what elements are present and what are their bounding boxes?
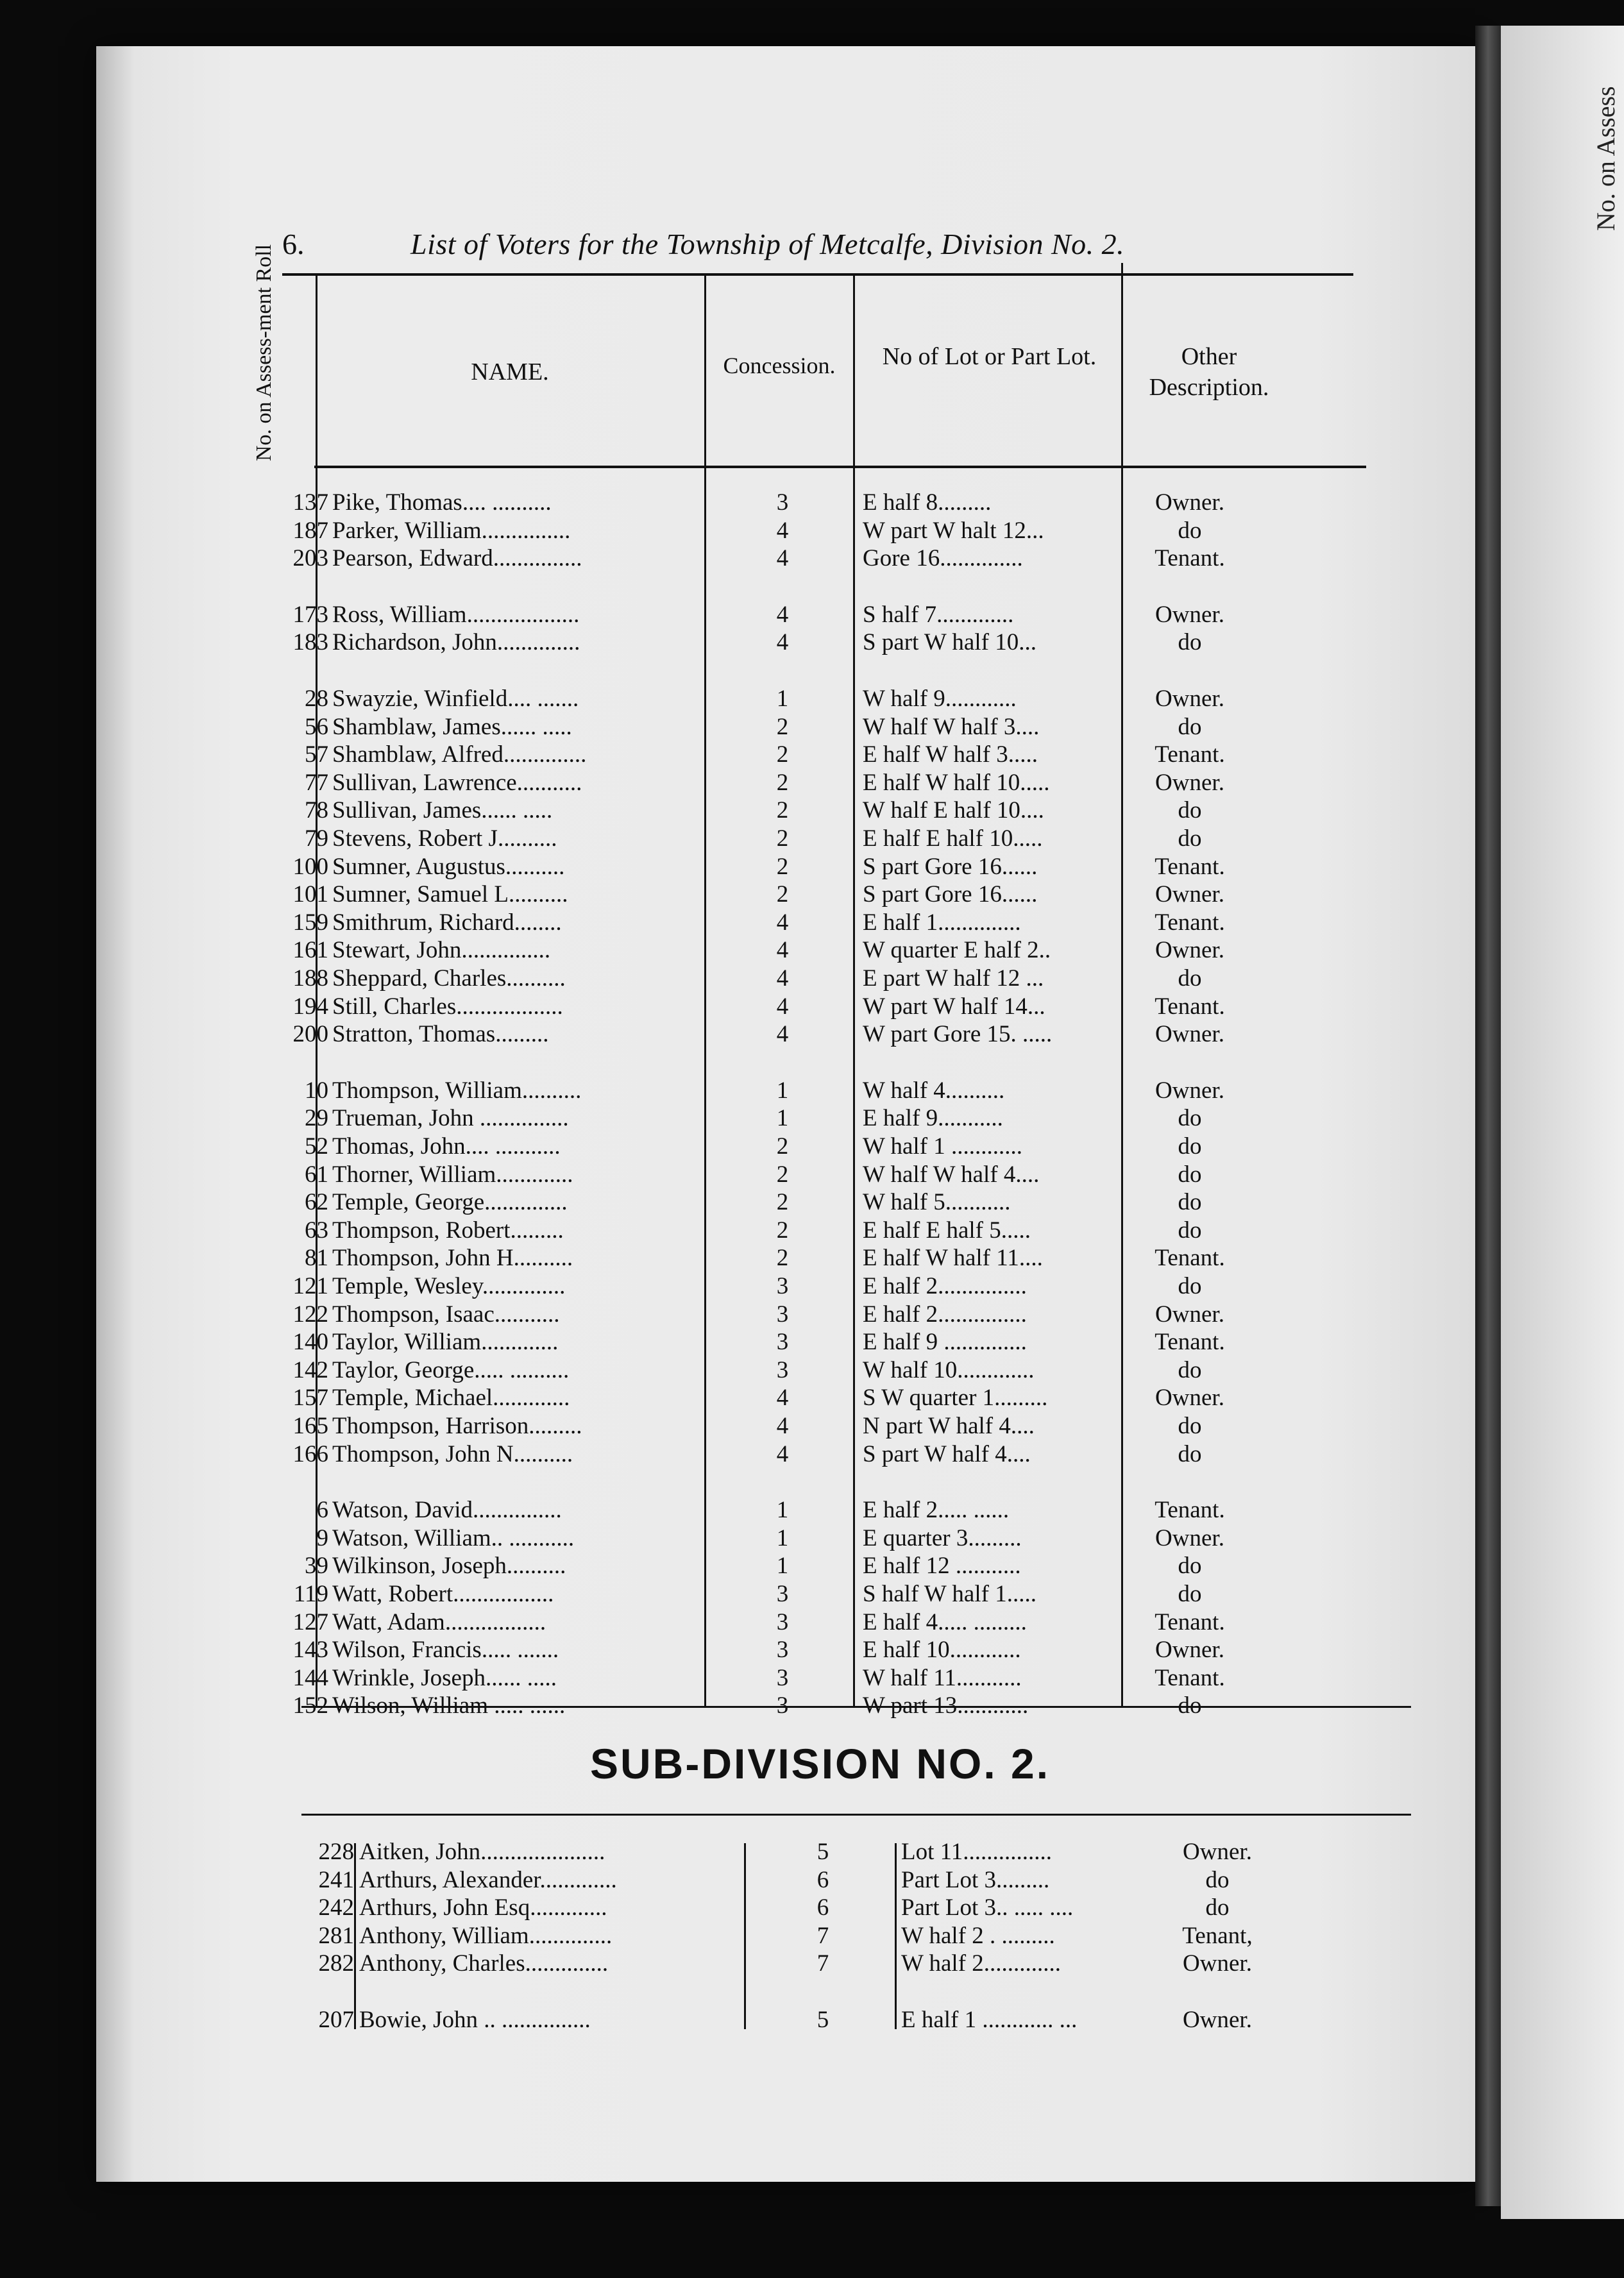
voter-row [0, 1838, 1624, 1866]
other-description: Tenant. [1155, 993, 1225, 1020]
concession-value: 3 [776, 1301, 789, 1328]
concession-value: 4 [776, 937, 789, 964]
lot-description: Gore 16.............. [863, 545, 1023, 572]
assessment-number: 242 [318, 1894, 354, 1921]
voter-name: Thompson, Harrison......... [332, 1413, 582, 1439]
other-description: do [1178, 629, 1202, 656]
voter-name: Still, Charles.................. [332, 993, 563, 1020]
concession-value: 1 [776, 686, 789, 712]
assessment-number: 63 [305, 1217, 328, 1244]
voter-row [0, 629, 1624, 657]
concession-value: 2 [776, 1161, 789, 1188]
lot-description: W half 10............. [863, 1356, 1035, 1383]
voter-row [0, 1950, 1624, 1978]
voter-row [0, 1692, 1624, 1720]
voter-name: Thompson, William.......... [332, 1077, 582, 1104]
other-description: Tenant. [1155, 1608, 1225, 1635]
concession-value: 2 [776, 797, 789, 824]
lot-description: W part W half 14... [863, 993, 1045, 1020]
assessment-number: 29 [305, 1105, 328, 1132]
assessment-number: 241 [318, 1866, 354, 1893]
other-description: do [1178, 517, 1202, 544]
voter-row [0, 1133, 1624, 1161]
assessment-number: 137 [292, 489, 328, 516]
voter-row [0, 1188, 1624, 1217]
assessment-number: 203 [292, 545, 328, 572]
voter-row [0, 1272, 1624, 1301]
lot-description: N part W half 4.... [863, 1413, 1035, 1439]
voter-row [0, 1244, 1624, 1272]
concession-value: 2 [776, 1189, 789, 1216]
other-description: do [1205, 1894, 1230, 1921]
voter-name: Sheppard, Charles.......... [332, 965, 566, 991]
lot-description: E half 9 .............. [863, 1329, 1027, 1356]
voter-row [0, 1412, 1624, 1440]
assessment-number: 78 [305, 797, 328, 824]
assessment-number: 62 [305, 1189, 328, 1216]
voter-row [0, 601, 1624, 629]
voter-row [0, 1020, 1624, 1049]
voter-row [0, 1161, 1624, 1189]
concession-value: 1 [776, 1553, 789, 1580]
other-description: Tenant. [1155, 741, 1225, 768]
assessment-number: 52 [305, 1133, 328, 1160]
voter-name: Bowie, John .. ............... [359, 2007, 591, 2033]
voter-row [0, 713, 1624, 741]
assessment-number: 61 [305, 1161, 328, 1188]
lot-description: S half W half 1..... [863, 1581, 1036, 1607]
assessment-number: 159 [292, 909, 328, 936]
other-description: do [1178, 1189, 1202, 1216]
concession-value: 3 [776, 1329, 789, 1356]
lot-description: S half 7............. [863, 601, 1014, 628]
other-description: do [1178, 1440, 1202, 1467]
other-description: do [1178, 1581, 1202, 1607]
lot-description: E half 4..... ......... [863, 1608, 1027, 1635]
assessment-number: 157 [292, 1385, 328, 1412]
other-description: do [1205, 1866, 1230, 1893]
lot-description: S part W half 4.... [863, 1440, 1031, 1467]
voter-row [0, 1636, 1624, 1664]
assessment-number: 282 [318, 1950, 354, 1977]
concession-value: 3 [776, 489, 789, 516]
voter-row [0, 1524, 1624, 1553]
lot-description: E half 12 ........... [863, 1553, 1021, 1580]
other-description: Owner. [1155, 601, 1224, 628]
facing-page-text-fragment: No. on Assess [1591, 86, 1620, 231]
lot-description: S part Gore 16...... [863, 853, 1038, 880]
other-description: Tenant. [1155, 545, 1225, 572]
concession-value: 4 [776, 629, 789, 656]
concession-value: 4 [776, 1440, 789, 1467]
voter-row [0, 517, 1624, 545]
voter-name: Thompson, Isaac........... [332, 1301, 560, 1328]
assessment-number: 143 [292, 1637, 328, 1664]
other-description: Owner. [1155, 1524, 1224, 1551]
concession-value: 2 [776, 1133, 789, 1160]
other-description: Owner. [1155, 1385, 1224, 1412]
voter-name: Swayzie, Winfield.... ....... [332, 686, 579, 712]
column-header-lot: No of Lot or Part Lot. [882, 343, 1097, 370]
concession-value: 1 [776, 1077, 789, 1104]
other-description: Tenant. [1155, 1664, 1225, 1691]
other-description: Owner. [1155, 686, 1224, 712]
voter-row [0, 965, 1624, 993]
concession-value: 5 [816, 1839, 829, 1865]
voter-name: Shamblaw, Alfred.............. [332, 741, 587, 768]
lot-description: W quarter E half 2.. [863, 937, 1051, 964]
assessment-number: 173 [292, 601, 328, 628]
other-description: Owner. [1183, 1950, 1252, 1977]
assessment-number: 166 [292, 1440, 328, 1467]
voter-row [0, 685, 1624, 713]
concession-value: 4 [776, 909, 789, 936]
assessment-number: 183 [292, 629, 328, 656]
other-description: Tenant. [1155, 909, 1225, 936]
concession-value: 6 [816, 1894, 829, 1921]
assessment-number: 200 [292, 1021, 328, 1048]
assessment-number: 10 [305, 1077, 328, 1104]
voter-name: Aitken, John..................... [359, 1839, 605, 1865]
voter-row [0, 1440, 1624, 1469]
assessment-number: 77 [305, 769, 328, 796]
voter-name: Stewart, John............... [332, 937, 551, 964]
concession-value: 4 [776, 1021, 789, 1048]
voter-name: Sullivan, James...... ..... [332, 797, 553, 824]
voter-row [0, 1356, 1624, 1385]
lot-description: W part 13............ [863, 1692, 1029, 1719]
voter-name: Arthurs, John Esq............. [359, 1894, 607, 1921]
voter-name: Anthony, William.............. [359, 1922, 613, 1949]
other-description: Owner. [1155, 769, 1224, 796]
voter-name: Watson, William.. ........... [332, 1524, 575, 1551]
lot-description: E half W half 3..... [863, 741, 1038, 768]
lot-description: W half 9............ [863, 686, 1017, 712]
voter-row [0, 825, 1624, 853]
concession-value: 4 [776, 517, 789, 544]
lot-description: E half 2............... [863, 1301, 1027, 1328]
voter-name: Parker, William............... [332, 517, 571, 544]
voter-name: Trueman, John ............... [332, 1105, 569, 1132]
lot-description: Part Lot 3......... [901, 1866, 1050, 1893]
lot-description: W half E half 10.... [863, 797, 1044, 824]
lot-description: W half 2 . ......... [901, 1922, 1055, 1949]
concession-value: 1 [776, 1105, 789, 1132]
concession-value: 3 [776, 1273, 789, 1299]
concession-value: 3 [776, 1692, 789, 1719]
column-header-rule [314, 466, 1366, 468]
voter-name: Wilson, William ..... ...... [332, 1692, 566, 1719]
voter-name: Richardson, John.............. [332, 629, 580, 656]
other-description: do [1178, 1692, 1202, 1719]
voter-row [0, 936, 1624, 965]
concession-value: 2 [776, 853, 789, 880]
concession-value: 2 [776, 1245, 789, 1272]
voter-row [0, 1496, 1624, 1524]
lot-description: S W quarter 1......... [863, 1385, 1048, 1412]
lot-description: W part W halt 12... [863, 517, 1044, 544]
assessment-number: 101 [292, 881, 328, 908]
other-description: do [1178, 825, 1202, 852]
subdivision-top-rule [301, 1814, 1411, 1816]
assessment-number: 228 [318, 1839, 354, 1865]
lot-description: W half W half 3.... [863, 713, 1040, 740]
voter-name: Thompson, John N.......... [332, 1440, 573, 1467]
assessment-number: 207 [318, 2007, 354, 2033]
lot-description: Part Lot 3.. ..... .... [901, 1894, 1074, 1921]
other-description: do [1178, 1133, 1202, 1160]
voter-name: Ross, William................... [332, 601, 580, 628]
assessment-number: 28 [305, 686, 328, 712]
other-description: Owner. [1155, 1021, 1224, 1048]
lot-description: Lot 11............... [901, 1839, 1053, 1865]
column-header-assessment-roll: No. on Assess-ment Roll [252, 244, 276, 462]
voter-name: Thomas, John.... ........... [332, 1133, 561, 1160]
assessment-number: 121 [292, 1273, 328, 1299]
other-description: do [1178, 1161, 1202, 1188]
concession-value: 4 [776, 993, 789, 1020]
voter-row [0, 1104, 1624, 1133]
concession-value: 4 [776, 601, 789, 628]
voter-name: Watt, Adam................. [332, 1608, 546, 1635]
voter-name: Thompson, Robert......... [332, 1217, 564, 1244]
other-description: Owner. [1183, 1839, 1252, 1865]
other-description: Owner. [1155, 1077, 1224, 1104]
lot-description: W half 1 ............ [863, 1133, 1023, 1160]
lot-description: E half 1.............. [863, 909, 1021, 936]
voter-row [0, 1608, 1624, 1637]
concession-value: 3 [776, 1637, 789, 1664]
lot-description: E quarter 3......... [863, 1524, 1022, 1551]
other-description: Owner. [1155, 1637, 1224, 1664]
voter-name: Temple, George.............. [332, 1189, 568, 1216]
other-description: do [1178, 965, 1202, 991]
concession-value: 7 [816, 1950, 829, 1977]
concession-value: 3 [776, 1356, 789, 1383]
voter-name: Pearson, Edward............... [332, 545, 582, 572]
lot-description: E half 8......... [863, 489, 992, 516]
lot-description: W half 11........... [863, 1664, 1022, 1691]
other-description: do [1178, 797, 1202, 824]
lot-description: E half E half 5..... [863, 1217, 1031, 1244]
voter-name: Shamblaw, James...... ..... [332, 713, 572, 740]
other-description: Owner. [1155, 1301, 1224, 1328]
voter-name: Anthony, Charles.............. [359, 1950, 609, 1977]
assessment-number: 57 [305, 741, 328, 768]
assessment-number: 140 [292, 1329, 328, 1356]
lot-description: S part W half 10... [863, 629, 1036, 656]
lot-description: S part Gore 16...... [863, 881, 1038, 908]
concession-value: 1 [776, 1524, 789, 1551]
voter-row [0, 1580, 1624, 1608]
assessment-number: 152 [292, 1692, 328, 1719]
lot-description: W part Gore 15. ..... [863, 1021, 1053, 1048]
assessment-number: 6 [316, 1497, 328, 1524]
voter-row [0, 489, 1624, 517]
assessment-number: 79 [305, 825, 328, 852]
voter-name: Wrinkle, Joseph...... ..... [332, 1664, 557, 1691]
column-header-other: Other Description. [1149, 343, 1269, 401]
voter-row [0, 853, 1624, 881]
voter-row [0, 1552, 1624, 1580]
voter-row [0, 1384, 1624, 1412]
voter-row [0, 769, 1624, 797]
assessment-number: 119 [293, 1581, 328, 1607]
lot-description: W half W half 4.... [863, 1161, 1040, 1188]
concession-value: 5 [816, 2007, 829, 2033]
voter-row [0, 909, 1624, 937]
voter-name: Stevens, Robert J.......... [332, 825, 557, 852]
column-header-name: NAME. [471, 359, 549, 385]
other-description: do [1178, 1105, 1202, 1132]
concession-value: 4 [776, 965, 789, 991]
voter-row [0, 797, 1624, 825]
assessment-number: 127 [292, 1608, 328, 1635]
voter-name: Stratton, Thomas......... [332, 1021, 549, 1048]
assessment-number: 142 [292, 1356, 328, 1383]
lot-description: E half 10............ [863, 1637, 1021, 1664]
voter-row [0, 1077, 1624, 1105]
other-description: Owner. [1183, 2007, 1252, 2033]
assessment-number: 188 [292, 965, 328, 991]
voter-row [0, 993, 1624, 1021]
voter-name: Taylor, William............. [332, 1329, 559, 1356]
assessment-number: 165 [292, 1413, 328, 1439]
assessment-number: 161 [292, 937, 328, 964]
concession-value: 4 [776, 1413, 789, 1439]
voter-row [0, 1301, 1624, 1329]
voter-row [0, 1328, 1624, 1356]
concession-value: 1 [776, 1497, 789, 1524]
concession-value: 2 [776, 713, 789, 740]
concession-value: 2 [776, 1217, 789, 1244]
voter-row [0, 544, 1624, 573]
other-description: do [1178, 713, 1202, 740]
other-description: do [1178, 1217, 1202, 1244]
concession-value: 3 [776, 1664, 789, 1691]
concession-value: 4 [776, 545, 789, 572]
other-description: do [1178, 1273, 1202, 1299]
voter-row [0, 1217, 1624, 1245]
header-rule [282, 273, 1353, 276]
concession-value: 2 [776, 881, 789, 908]
concession-value: 6 [816, 1866, 829, 1893]
other-description: Tenant. [1155, 1497, 1225, 1524]
lot-description: E half 1 ............ ... [901, 2007, 1078, 2033]
concession-value: 4 [776, 1385, 789, 1412]
voter-row [0, 881, 1624, 909]
assessment-number: 100 [292, 853, 328, 880]
assessment-number: 187 [292, 517, 328, 544]
assessment-number: 122 [292, 1301, 328, 1328]
other-description: do [1178, 1413, 1202, 1439]
voter-row [0, 1922, 1624, 1950]
lot-description: W half 2............. [901, 1950, 1062, 1977]
lot-description: W half 5........... [863, 1189, 1011, 1216]
subdivision-heading: SUB-DIVISION NO. 2. [590, 1740, 1051, 1787]
voter-name: Watson, David............... [332, 1497, 562, 1524]
voter-name: Wilkinson, Joseph.......... [332, 1553, 566, 1580]
lot-description: E half 2..... ...... [863, 1497, 1010, 1524]
voter-name: Thompson, John H.......... [332, 1245, 573, 1272]
voter-name: Arthurs, Alexander............. [359, 1866, 617, 1893]
lot-description: E half W half 11.... [863, 1245, 1043, 1272]
voter-name: Wilson, Francis..... ....... [332, 1637, 559, 1664]
voter-name: Temple, Michael............. [332, 1385, 570, 1412]
other-description: Tenant. [1155, 1245, 1225, 1272]
lot-description: E half E half 10..... [863, 825, 1043, 852]
lot-description: E half W half 10..... [863, 769, 1050, 796]
voter-row [0, 1894, 1624, 1922]
voter-name: Watt, Robert................. [332, 1581, 554, 1607]
assessment-number: 81 [305, 1245, 328, 1272]
lot-description: E half 9........... [863, 1105, 1003, 1132]
voter-name: Sumner, Samuel L.......... [332, 881, 568, 908]
voter-name: Sumner, Augustus.......... [332, 853, 565, 880]
assessment-number: 194 [292, 993, 328, 1020]
assessment-number: 281 [318, 1922, 354, 1949]
other-description: do [1178, 1356, 1202, 1383]
concession-value: 2 [776, 769, 789, 796]
page-title: List of Voters for the Township of Metcalfe, Division No. 2. [410, 228, 1125, 260]
voter-row [0, 1866, 1624, 1894]
other-description: Owner. [1155, 881, 1224, 908]
voter-row [0, 1664, 1624, 1692]
concession-value: 3 [776, 1581, 789, 1607]
voter-name: Sullivan, Lawrence........... [332, 769, 582, 796]
assessment-number: 39 [305, 1553, 328, 1580]
other-description: Tenant, [1182, 1922, 1253, 1949]
concession-value: 2 [776, 825, 789, 852]
column-header-concession: Concession. [723, 353, 836, 378]
voter-name: Smithrum, Richard........ [332, 909, 562, 936]
other-description: Tenant. [1155, 853, 1225, 880]
lot-description: W half 4.......... [863, 1077, 1005, 1104]
concession-value: 2 [776, 741, 789, 768]
lot-description: E half 2............... [863, 1273, 1027, 1299]
voter-name: Thorner, William............. [332, 1161, 573, 1188]
voter-name: Taylor, George..... .......... [332, 1356, 570, 1383]
other-description: do [1178, 1553, 1202, 1580]
other-description: Owner. [1155, 489, 1224, 516]
other-description: Owner. [1155, 937, 1224, 964]
voter-name: Pike, Thomas.... .......... [332, 489, 552, 516]
voter-name: Temple, Wesley.............. [332, 1273, 566, 1299]
lot-description: E part W half 12 ... [863, 965, 1044, 991]
assessment-number: 144 [292, 1664, 328, 1691]
concession-value: 3 [776, 1608, 789, 1635]
assessment-number: 56 [305, 713, 328, 740]
other-description: Tenant. [1155, 1329, 1225, 1356]
voter-row [0, 741, 1624, 769]
assessment-number: 9 [316, 1524, 328, 1551]
voter-row [0, 2006, 1624, 2034]
concession-value: 7 [816, 1922, 829, 1949]
page-number: 6. [282, 228, 305, 260]
